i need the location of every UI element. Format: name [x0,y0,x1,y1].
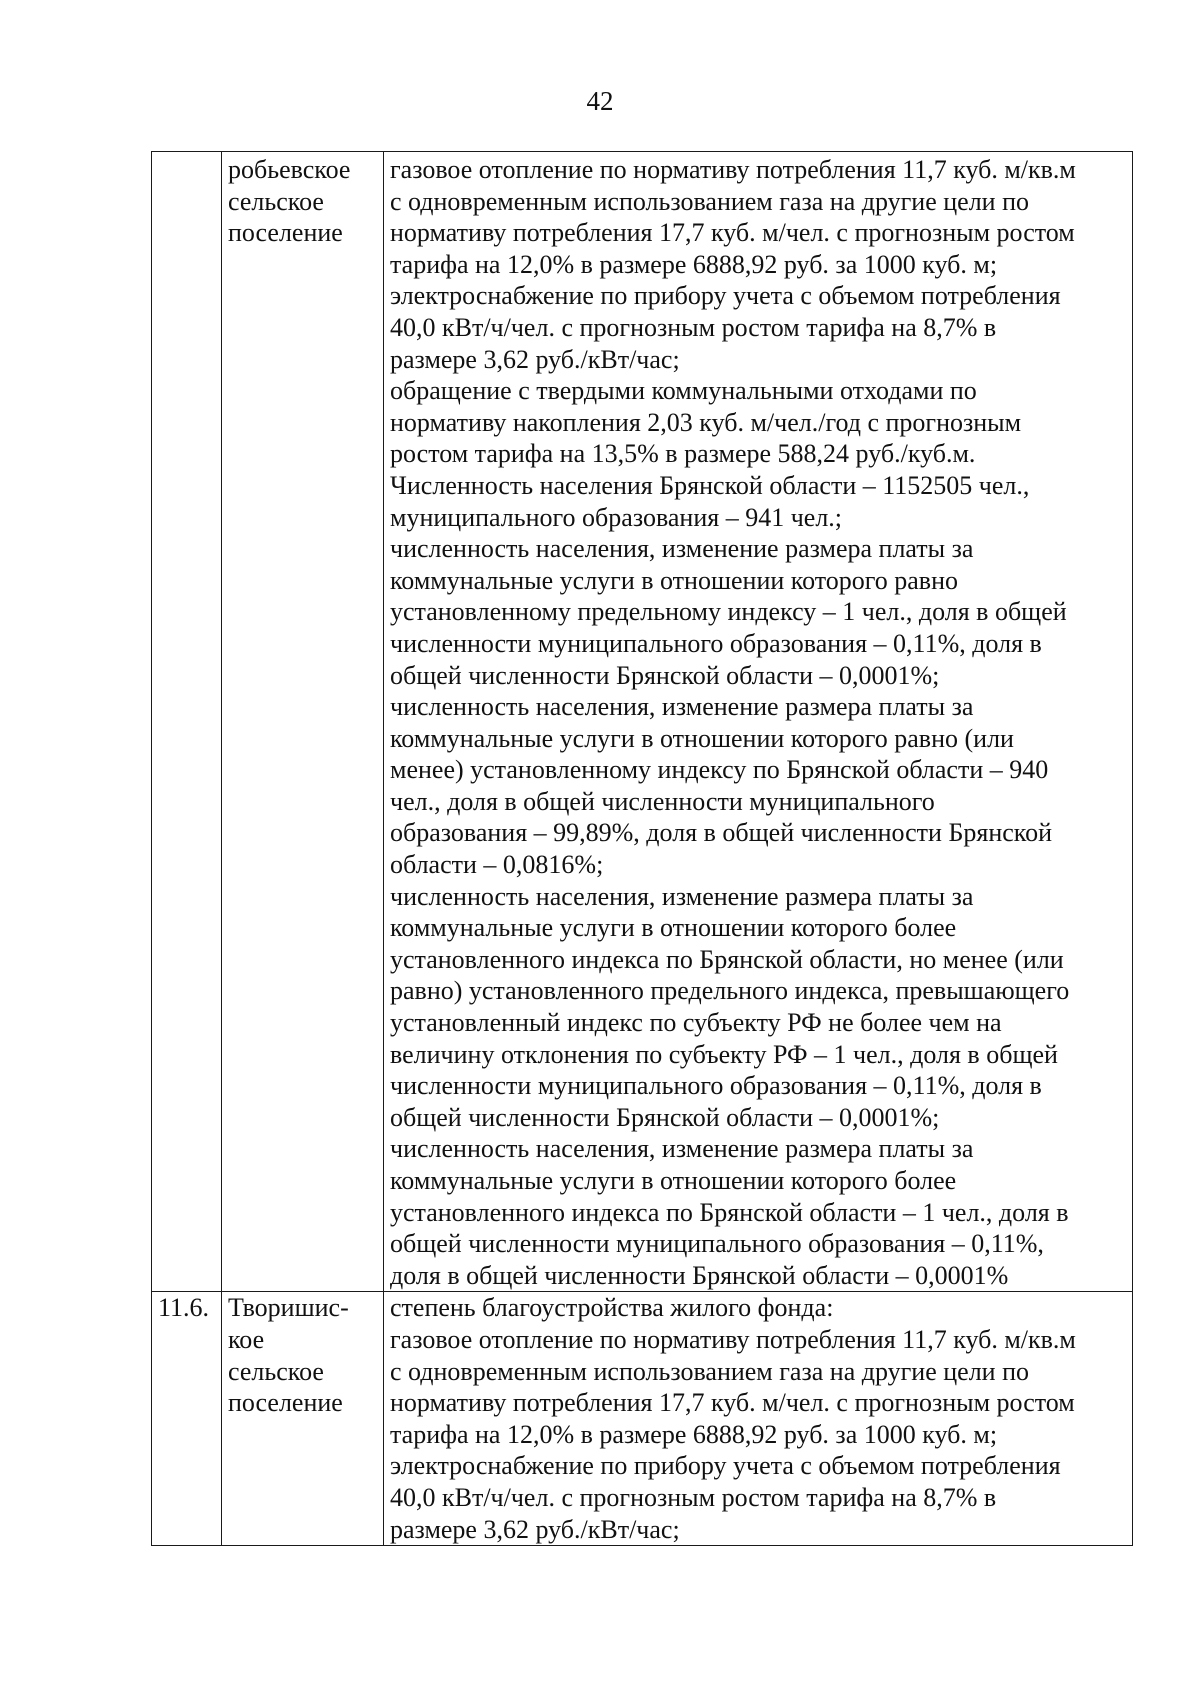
description-line: чел., доля в общей численности муниципального [390,786,935,816]
description-line: газовое отопление по нормативу потребления 11,7 куб. м/кв.м [390,155,1076,184]
description-line: тарифа на 12,0% в размере 6888,92 руб. за 1000 куб. м; [390,249,998,279]
description-line: 40,0 кВт/ч/чел. с прогнозным ростом тарифа на 8,7% в [390,1482,997,1512]
settlement-name-line: поселение [228,1388,343,1418]
description-line: общей численности муниципального образования – 0,11%, [390,1229,1044,1259]
description-line: численность населения, изменение размера платы за [390,692,974,722]
description-line: величину отклонения по субъекту РФ – 1 чел., доля в общей [390,1039,1058,1069]
description-line: области – 0,0816%; [390,850,604,880]
row-number-cell [152,152,222,1292]
description-line: равно) установленного предельного индекса, превышающего [390,976,1070,1006]
description-line: коммунальные услуги в отношении которого равно (или [390,723,1014,753]
description-line: численности муниципального образования – 0,11%, доля в [390,628,1042,658]
description-line: электроснабжение по прибору учета с объемом потребления [390,1451,1061,1481]
settlement-name-line: кое [228,1324,265,1354]
description-line: менее) установленному индексу по Брянской области – 940 [390,755,1049,785]
description-line: с одновременным использованием газа на другие цели по [390,1356,1029,1386]
description-line: образования – 99,89%, доля в общей численности Брянской [390,818,1053,848]
settlement-name-line: сельское [228,1356,324,1386]
description-line: Численность населения Брянской области – 1152505 чел., [390,470,1030,500]
description-line: 40,0 кВт/ч/чел. с прогнозным ростом тарифа на 8,7% в [390,312,997,342]
description-line: газовое отопление по нормативу потребления 11,7 куб. м/кв.м [390,1324,1076,1354]
table-row [152,152,1133,1292]
settlement-name-cell [222,1292,384,1546]
settlement-name-line: Творишис- [228,1293,349,1323]
description-line: установленного индекса по Брянской области, но менее (или [390,944,1064,974]
description-line: общей численности Брянской области – 0,0001%; [390,1102,940,1132]
description-line: с одновременным использованием газа на другие цели по [390,186,1029,216]
description-line: установленному предельному индексу – 1 чел., доля в общей [390,597,1067,627]
description-line: обращение с твердыми коммунальными отходами по [390,376,977,406]
settlement-name-line: робьевское [228,155,351,184]
description-line: численность населения, изменение размера платы за [390,534,974,564]
settlement-name-line: поселение [228,218,343,248]
settlements-table [151,151,1133,1546]
description-line: муниципального образования – 941 чел.; [390,502,843,532]
description-cell [384,1292,1133,1546]
description-cell [384,152,1133,1292]
description-line: нормативу потребления 17,7 куб. м/чел. с прогнозным ростом [390,1388,1075,1418]
description-line: численности муниципального образования – 0,11%, доля в [390,1071,1042,1101]
description-line: коммунальные услуги в отношении которого равно [390,565,959,595]
description-line: коммунальные услуги в отношении которого более [390,1166,957,1195]
description-line: численность населения, изменение размера платы за [390,881,974,911]
description-line: установленного индекса по Брянской области – 1 чел., доля в [390,1197,1069,1227]
description-line: установленный индекс по субъекту РФ не более чем на [390,1008,1002,1038]
description-line: размере 3,62 руб./кВт/час; [390,344,680,374]
description-line: нормативу накопления 2,03 куб. м/чел./год с прогнозным [390,407,1022,437]
page-number: 42 [586,86,614,116]
description-line: общей численности Брянской области – 0,0001%; [390,660,940,690]
description-line: нормативу потребления 17,7 куб. м/чел. с прогнозным ростом [390,218,1075,248]
settlement-name-cell [222,152,384,1292]
description-line: коммунальные услуги в отношении которого более [390,913,957,943]
description-line: численность населения, изменение размера платы за [390,1134,974,1164]
table-row [152,1292,1133,1546]
description-line: размере 3,62 руб./кВт/час; [390,1514,680,1544]
description-line: тарифа на 12,0% в размере 6888,92 руб. за 1000 куб. м; [390,1419,998,1449]
settlement-name-line: сельское [228,186,324,216]
description-line: доля в общей численности Брянской области – 0,0001% [390,1260,1009,1290]
description-line: электроснабжение по прибору учета с объемом потребления [390,281,1061,311]
description-line: ростом тарифа на 13,5% в размере 588,24 руб./куб.м. [390,439,976,469]
description-line: степень благоустройства жилого фонда: [390,1293,834,1323]
row-number-cell: 11.6. [152,1292,222,1546]
